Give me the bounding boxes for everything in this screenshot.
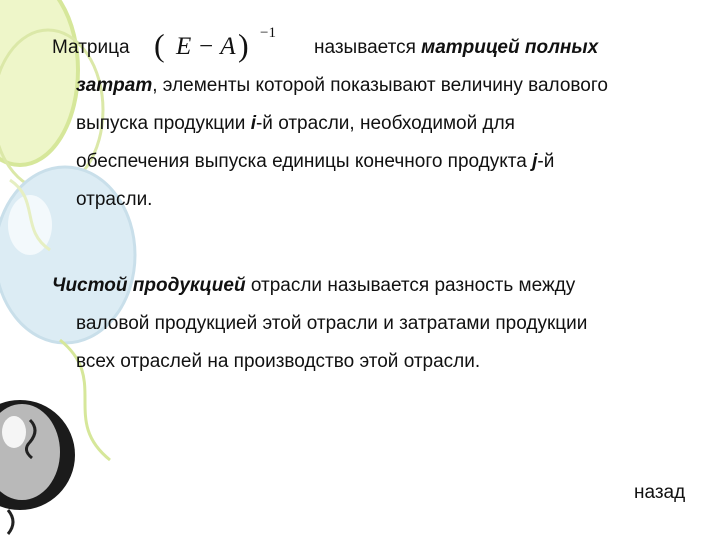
definition1-line3-a: выпуска продукции: [76, 113, 246, 134]
back-link[interactable]: назад: [634, 482, 686, 503]
definition2-line3-text: всех отраслей на производство этой отрасли.: [76, 351, 481, 372]
definition2-line1: [52, 274, 575, 298]
variable-i: i: [250, 113, 256, 134]
definition1-line2: [76, 74, 608, 98]
definition2-line1-text: отрасли называется разность между: [245, 275, 576, 296]
term-full-costs-matrix-part1: матрицей полных: [421, 37, 599, 58]
variable-j: j: [532, 151, 538, 172]
formula-inverse-matrix: [146, 27, 286, 67]
verb-called: называется: [314, 37, 416, 58]
definition1-line5: [76, 188, 152, 212]
definition2-line2: [76, 312, 587, 336]
formula-exponent: −1: [260, 25, 276, 41]
definition1-line4-b: -й: [537, 151, 555, 172]
definition1-line5-text: отрасли.: [76, 189, 153, 210]
formula-expression: E − A: [176, 33, 236, 60]
definition1-line3-b: -й отрасли, необходимой для: [255, 113, 515, 134]
definition1-line4-a: обеспечения выпуска единицы конечного продукта: [76, 151, 527, 172]
lead-word: Матрица: [52, 37, 130, 58]
formula-right-paren: ): [238, 27, 249, 63]
definition1-line4: [76, 150, 554, 174]
definition1-line2-text: , элементы которой показывают величину валового: [152, 75, 608, 96]
definition1-line3: [76, 112, 515, 136]
definition1-line1: [52, 36, 130, 60]
definition2-line3: [76, 350, 480, 374]
definition2-line2-text: валовой продукцией этой отрасли и затратами продукции: [76, 313, 588, 334]
definition1-line1-right: [314, 36, 598, 60]
term-net-output: Чистой продукцией: [52, 275, 246, 296]
formula-left-paren: (: [154, 27, 165, 63]
term-full-costs-matrix-part2: затрат: [76, 75, 153, 96]
